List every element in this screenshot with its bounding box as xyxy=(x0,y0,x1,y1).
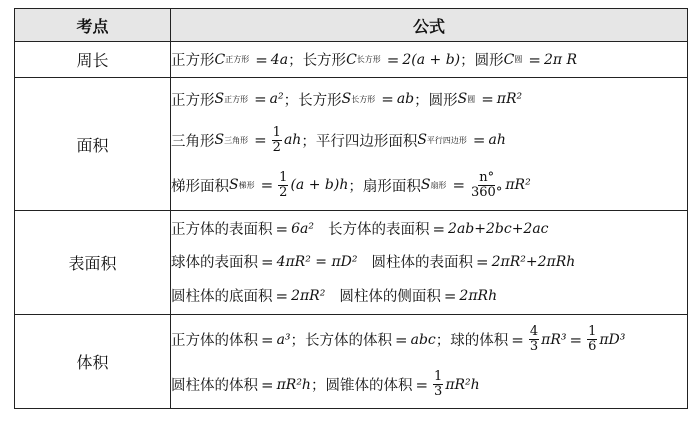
perimeter-circle-sub: 圆 xyxy=(514,55,523,64)
formula-volume xyxy=(171,315,688,409)
volume-sphere-fraction-2 xyxy=(587,325,597,353)
equals-sign: = xyxy=(472,131,486,149)
fraction-numerator: n° xyxy=(479,169,495,185)
perimeter-rect-formula: 2(a + b) xyxy=(402,51,461,68)
header-row xyxy=(15,9,688,42)
row-volume xyxy=(15,315,688,409)
surface-cyl-base-formula: 2πR² xyxy=(291,287,326,304)
surface-sphere-name: 球体的表面积 xyxy=(171,255,258,271)
area-square-name: 正方形 xyxy=(171,92,215,109)
volume-sphere-name: 球的体积 xyxy=(450,333,509,349)
area-trap-sub: 梯形 xyxy=(238,180,255,190)
symbol-s: S xyxy=(420,177,431,193)
header-topic: 考点 xyxy=(15,9,171,42)
volume-cone-fraction xyxy=(433,370,443,398)
symbol-c: C xyxy=(503,51,515,68)
volume-sphere-formula-r: πR³ xyxy=(541,331,567,348)
separator: ； xyxy=(288,53,303,69)
fraction-denominator: 360° xyxy=(471,184,503,200)
perimeter-circle-formula: 2π R xyxy=(543,51,578,68)
symbol-c: C xyxy=(346,51,357,68)
equals-sign: = xyxy=(254,90,267,108)
row-surface xyxy=(15,211,688,315)
symbol-c: C xyxy=(214,51,226,68)
formula-area xyxy=(171,78,688,211)
area-circle-name: 圆形 xyxy=(428,92,458,109)
area-triangle-name: 三角形 xyxy=(171,133,215,150)
volume-cyl-formula: πR²h xyxy=(276,376,311,393)
area-triangle-formula: ah xyxy=(283,132,302,148)
separator: ； xyxy=(414,92,429,109)
equals-sign: = xyxy=(275,286,289,305)
area-trap-fraction xyxy=(278,171,288,199)
area-triangle-sub: 三角形 xyxy=(224,135,249,145)
equals-sign: = xyxy=(415,375,429,394)
area-sector-name: 扇形面积 xyxy=(362,178,421,195)
equals-sign: = xyxy=(261,330,274,349)
formula-perimeter xyxy=(171,42,688,78)
equals-sign: = xyxy=(443,286,457,305)
surface-cyl-side-formula: 2πRh xyxy=(459,287,498,304)
fraction-numerator: 1 xyxy=(279,169,288,185)
symbol-s: S xyxy=(457,91,468,107)
area-para-formula: ah xyxy=(488,132,506,148)
perimeter-circle-name: 圆形 xyxy=(474,53,504,69)
label-volume: 体积 xyxy=(15,315,171,409)
surface-cyl-name: 圆柱体的表面积 xyxy=(371,255,474,271)
fraction-numerator: 1 xyxy=(434,369,443,385)
equals-sign: = xyxy=(528,50,541,69)
equals-sign: = xyxy=(481,90,494,108)
area-rect-name: 长方形 xyxy=(298,92,342,109)
equals-sign: = xyxy=(275,219,289,238)
volume-cone-name: 圆锥体的体积 xyxy=(325,378,413,394)
area-square-formula: a² xyxy=(269,91,284,107)
header-formula: 公式 xyxy=(171,9,688,42)
perimeter-square-sub: 正方形 xyxy=(225,55,250,64)
volume-cube-formula: a³ xyxy=(276,331,291,348)
symbol-s: S xyxy=(214,91,225,107)
row-area xyxy=(15,78,688,211)
surface-cuboid-formula: 2ab+2bc+2ac xyxy=(448,220,549,237)
equals-sign: = xyxy=(261,375,274,394)
equals-sign: = xyxy=(255,50,268,69)
fraction-denominator: 3 xyxy=(434,384,443,399)
symbol-s: S xyxy=(341,91,352,107)
symbol-s: S xyxy=(229,177,239,193)
area-square-sub: 正方形 xyxy=(224,94,249,104)
label-perimeter: 周长 xyxy=(15,42,171,78)
symbol-s: S xyxy=(214,132,225,148)
volume-cube-name: 正方体的体积 xyxy=(171,333,258,349)
fraction-denominator: 2 xyxy=(279,184,288,200)
area-rect-formula: ab xyxy=(396,91,415,107)
volume-cone-formula: πR²h xyxy=(445,376,480,393)
perimeter-square-formula: 4a xyxy=(270,51,289,68)
symbol-s: S xyxy=(417,132,427,148)
separator: ； xyxy=(283,92,299,109)
fraction-numerator: 1 xyxy=(272,124,281,140)
equals-sign: = xyxy=(386,50,400,69)
volume-cyl-name: 圆柱体的体积 xyxy=(171,378,258,394)
perimeter-square-name: 正方形 xyxy=(171,53,215,69)
fraction-denominator: 2 xyxy=(272,139,281,155)
area-circle-formula: πR² xyxy=(496,91,523,107)
surface-cube-formula: 6a² xyxy=(291,220,314,237)
equals-sign: = xyxy=(395,330,408,349)
equals-sign: = xyxy=(260,176,274,194)
separator: ； xyxy=(460,53,475,69)
area-para-sub: 平行四边形 xyxy=(426,135,467,145)
separator: ； xyxy=(290,333,306,349)
area-sector-sub: 扇形 xyxy=(430,180,447,190)
equals-sign: = xyxy=(261,252,274,271)
formula-table xyxy=(14,8,688,409)
area-sector-formula: πR² xyxy=(505,177,531,193)
equals-sign: = xyxy=(254,131,267,149)
separator: ； xyxy=(348,178,363,195)
surface-sphere-formula: 4πR² = πD² xyxy=(276,253,358,270)
label-area: 面积 xyxy=(15,78,171,211)
area-trap-formula: (a + b)h xyxy=(290,177,349,193)
area-rect-sub: 长方形 xyxy=(351,94,376,104)
fraction-denominator: 6 xyxy=(588,339,597,354)
surface-cyl-base-name: 圆柱体的底面积 xyxy=(171,289,273,305)
equals-sign: = xyxy=(569,330,583,349)
surface-cyl-formula: 2πR²+2πRh xyxy=(491,253,576,270)
area-triangle-fraction xyxy=(272,126,282,154)
area-circle-sub: 圆 xyxy=(467,94,476,104)
separator: ； xyxy=(301,133,316,150)
volume-sphere-formula-d: πD³ xyxy=(599,331,626,348)
volume-sphere-fraction-1 xyxy=(529,325,539,353)
equals-sign: = xyxy=(476,252,489,271)
surface-cube-name: 正方体的表面积 xyxy=(171,222,273,238)
surface-cuboid-name: 长方体的表面积 xyxy=(327,222,430,238)
perimeter-rect-sub: 长方形 xyxy=(356,55,381,64)
volume-cuboid-name: 长方体的体积 xyxy=(305,333,393,349)
equals-sign: = xyxy=(452,176,466,194)
volume-cuboid-formula: abc xyxy=(410,331,436,348)
equals-sign: = xyxy=(432,219,446,238)
area-para-name: 平行四边形面积 xyxy=(315,133,418,150)
fraction-numerator: 4 xyxy=(529,324,539,340)
fraction-denominator: 3 xyxy=(529,339,539,354)
formula-surface xyxy=(171,211,688,315)
row-perimeter xyxy=(15,42,688,78)
separator: ； xyxy=(435,333,451,349)
separator: ； xyxy=(310,378,326,394)
area-trap-name: 梯形面积 xyxy=(171,178,229,195)
equals-sign: = xyxy=(511,330,524,349)
fraction-numerator: 1 xyxy=(588,324,597,340)
area-sector-fraction xyxy=(470,171,503,199)
equals-sign: = xyxy=(381,90,394,108)
surface-cyl-side-name: 圆柱体的侧面积 xyxy=(339,289,441,305)
perimeter-rect-name: 长方形 xyxy=(302,53,347,69)
label-surface: 表面积 xyxy=(15,211,171,315)
